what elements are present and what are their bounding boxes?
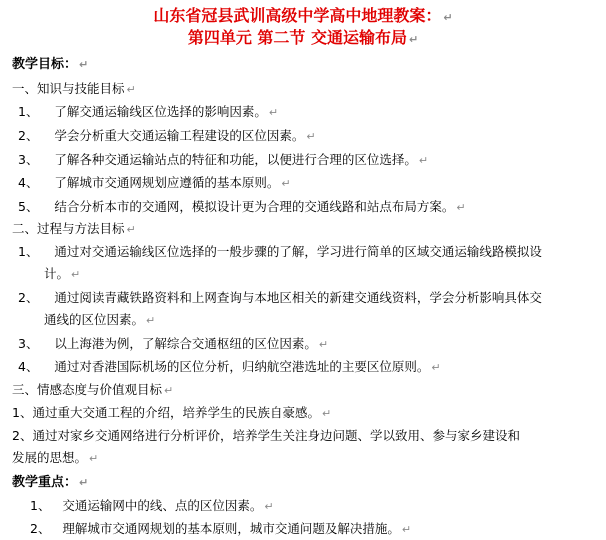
item-text: 通过重大交通工程的介绍，培养学生的民族自豪感。 bbox=[32, 405, 320, 420]
item-number: 1、 bbox=[30, 498, 51, 513]
key-points-heading-text: 教学重点： bbox=[12, 475, 78, 490]
paragraph-mark: ↵ bbox=[79, 476, 89, 489]
process-item bbox=[18, 243, 542, 261]
item-text-continuation: 发展的思想。 bbox=[12, 450, 88, 465]
knowledge-heading-text: 一、知识与技能目标 bbox=[12, 81, 125, 96]
item-text: 了解各种交通运输站点的特征和功能，以便进行合理的区位选择。 bbox=[54, 152, 417, 167]
paragraph-mark: ↵ bbox=[431, 361, 441, 374]
item-text: 通过阅读青藏铁路资料和上网查询与本地区相关的新建交通线资料，学会分析影响具体交 bbox=[54, 290, 542, 305]
key-point-item bbox=[30, 520, 411, 539]
paragraph-mark: ↵ bbox=[418, 154, 429, 167]
paragraph-mark: ↵ bbox=[443, 11, 453, 24]
key-point-item bbox=[30, 497, 274, 516]
process-heading-text: 二、过程与方法目标 bbox=[12, 221, 125, 236]
item-number: 1、 bbox=[12, 405, 33, 420]
item-number: 2、 bbox=[18, 128, 39, 143]
item-text: 通过对家乡交通网络进行分析评价，培养学生关注身边问题、学以致用、参与家乡建设和 bbox=[32, 428, 520, 443]
item-text-continuation: 计。 bbox=[44, 266, 70, 281]
paragraph-mark: ↵ bbox=[146, 314, 156, 327]
title-line-1 bbox=[0, 6, 606, 28]
knowledge-item bbox=[18, 151, 428, 170]
item-number: 3、 bbox=[18, 336, 39, 351]
item-text: 理解城市交通网规划的基本原则，城市交通问题及解决措施。 bbox=[62, 521, 400, 536]
item-text: 通过对交通运输线区位选择的一般步骤的了解，学习进行简单的区域交通运输线路模拟设 bbox=[54, 244, 542, 259]
item-number: 4、 bbox=[18, 175, 39, 190]
attitude-item bbox=[12, 427, 520, 445]
item-text: 了解城市交通网规划应遵循的基本原则。 bbox=[54, 175, 280, 190]
paragraph-mark: ↵ bbox=[321, 407, 332, 420]
paragraph-mark: ↵ bbox=[408, 33, 419, 46]
title-text-1: 山东省冠县武训高级中学高中地理教案： bbox=[153, 6, 442, 25]
item-number: 2、 bbox=[18, 290, 39, 305]
item-text: 了解交通运输线区位选择的影响因素。 bbox=[54, 104, 267, 119]
paragraph-mark: ↵ bbox=[318, 338, 329, 351]
attitude-heading-text: 三、情感态度与价值观目标 bbox=[12, 382, 163, 397]
paragraph-mark: ↵ bbox=[71, 268, 81, 281]
paragraph-mark: ↵ bbox=[126, 223, 136, 236]
paragraph-mark: ↵ bbox=[126, 83, 136, 96]
item-text: 学会分析重大交通运输工程建设的区位因素。 bbox=[54, 128, 305, 143]
item-number: 3、 bbox=[18, 152, 39, 167]
knowledge-item bbox=[18, 127, 316, 146]
paragraph-mark: ↵ bbox=[281, 177, 291, 190]
item-text: 通过对香港国际机场的区位分析，归纳航空港选址的主要区位原则。 bbox=[54, 359, 430, 374]
attitude-item bbox=[12, 404, 331, 423]
item-text-continuation: 通线的区位因素。 bbox=[44, 312, 145, 327]
title-line-2 bbox=[0, 28, 606, 50]
process-item-continuation bbox=[44, 311, 155, 330]
paragraph-mark: ↵ bbox=[401, 523, 412, 536]
item-number: 1、 bbox=[18, 104, 39, 119]
process-item-continuation bbox=[44, 265, 80, 284]
item-text: 以上海港为例，了解综合交通枢纽的区位因素。 bbox=[54, 336, 317, 351]
objectives-heading-text: 教学目标： bbox=[12, 57, 78, 72]
process-item bbox=[18, 289, 542, 307]
item-number: 5、 bbox=[18, 199, 39, 214]
item-number: 4、 bbox=[18, 359, 39, 374]
paragraph-mark: ↵ bbox=[164, 384, 174, 397]
knowledge-item bbox=[18, 103, 278, 122]
paragraph-mark: ↵ bbox=[456, 201, 466, 214]
objectives-heading bbox=[12, 56, 88, 74]
item-text: 结合分析本市的交通网，模拟设计更为合理的交通线路和站点布局方案。 bbox=[54, 199, 455, 214]
paragraph-mark: ↵ bbox=[268, 106, 279, 119]
title-text-2: 第四单元 第二节 交通运输布局 bbox=[187, 28, 407, 47]
paragraph-mark: ↵ bbox=[79, 58, 89, 71]
item-text: 交通运输网中的线、点的区位因素。 bbox=[62, 498, 263, 513]
key-points-heading bbox=[12, 474, 88, 492]
attitude-item-continuation bbox=[12, 449, 98, 468]
process-item bbox=[18, 358, 441, 377]
process-heading bbox=[12, 220, 136, 239]
knowledge-item bbox=[18, 174, 291, 193]
paragraph-mark: ↵ bbox=[264, 500, 274, 513]
attitude-heading bbox=[12, 381, 173, 400]
knowledge-item bbox=[18, 198, 466, 217]
paragraph-mark: ↵ bbox=[306, 130, 316, 143]
item-number: 1、 bbox=[18, 244, 39, 259]
process-item bbox=[18, 335, 328, 354]
paragraph-mark: ↵ bbox=[89, 452, 99, 465]
item-number: 2、 bbox=[12, 428, 33, 443]
item-number: 2、 bbox=[30, 521, 51, 536]
knowledge-heading bbox=[12, 80, 136, 99]
